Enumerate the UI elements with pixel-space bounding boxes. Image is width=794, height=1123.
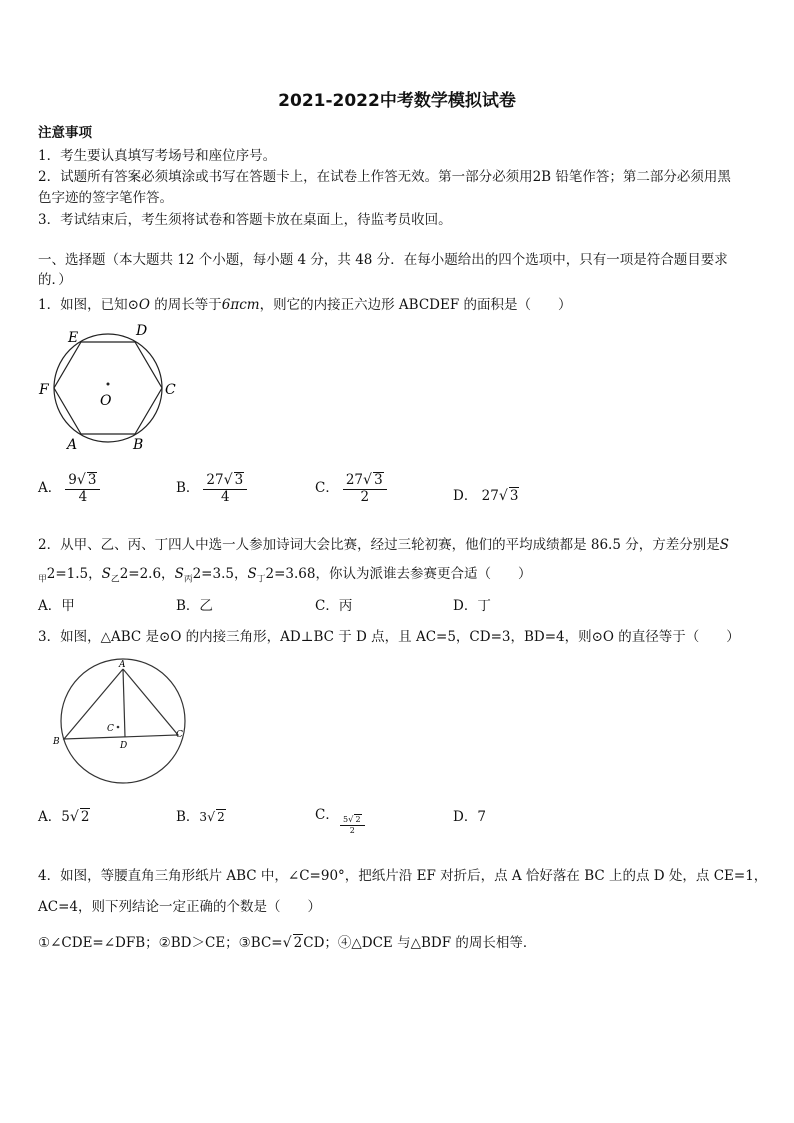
q1-option-c[interactable]: C． $\frac{27√ 3}{2}$	[315, 472, 387, 505]
label-E: E	[68, 330, 79, 346]
q3-option-b[interactable]: B．3√ 2	[176, 809, 225, 825]
label-F: F	[39, 382, 49, 398]
altitude-AD	[123, 669, 125, 737]
q1-option-b[interactable]: B． $\frac{27√ 3}{4}$	[176, 472, 247, 505]
question-2-variances: $_甲$2=1.5，$S_乙2=2.6$，$S_丙2=3.5$，$S_丁2=3.68$，你认为派谁去参赛更合适（ ）	[38, 566, 532, 585]
section-heading-cont: 的．）	[38, 272, 72, 288]
question-4-statements: ①∠CDE=∠DFB；②BD＞CE；③BC=√ 2CD；④△DCE 与△BDF 的周长相等．	[38, 935, 537, 951]
q3-option-d[interactable]: D．7	[453, 809, 486, 825]
section-heading: 一、选择题（本大题共 12 个小题，每小题 4 分，共 48 分．在每小题给出的四个选项中，只有一项是符合题目要求	[38, 252, 728, 268]
notice-item-2: 2．试题所有答案必须填涂或书写在答题卡上，在试卷上作答无效。第一部分必须用2B 铅笔作答；第二部分必须用黑	[38, 169, 731, 185]
triangle-ABC	[64, 669, 178, 739]
question-1-stem: 1．如图，已知⊙O 的周长等于6πcm，则它的内接正六边形 ABCDEF 的面积是（ ）	[38, 297, 572, 313]
label-D: D	[136, 323, 148, 339]
hexagon-figure	[38, 320, 188, 455]
label-C: C	[165, 382, 176, 398]
q3-option-a[interactable]: A．5√ 2	[38, 809, 90, 825]
notice-heading: 注意事项	[38, 125, 92, 141]
notice-item-3: 3．考试结束后，考生须将试卷和答题卡放在桌面上，待监考员收回。	[38, 212, 452, 228]
label-A: A	[119, 660, 126, 670]
label-C: C	[176, 730, 183, 740]
q2-option-b[interactable]: B．乙	[176, 598, 213, 614]
label-O: O	[100, 393, 112, 409]
q1-option-a[interactable]: A． $\frac{9√ 3}{4}$	[38, 472, 100, 505]
label-B: B	[133, 437, 144, 453]
label-B: B	[53, 737, 60, 747]
label-center-C: C	[107, 724, 114, 734]
q3-option-c-fraction: $\frac{5√ 2}{2}$	[336, 814, 365, 835]
label-D: D	[120, 741, 128, 751]
label-A: A	[67, 437, 78, 453]
circumference: 6πcm	[221, 297, 260, 313]
q3-option-c[interactable]: C．	[315, 807, 339, 823]
question-2-stem: 2．从甲、乙、丙、丁四人中选一人参加诗词大会比赛，经过三轮初赛，他们的平均成绩都是 86.5 分，方差分别是S	[38, 537, 729, 553]
hexagon	[54, 342, 162, 434]
q2-option-a[interactable]: A．甲	[38, 598, 75, 614]
q1-option-d[interactable]: D． 27√ 3	[453, 488, 519, 504]
question-4-stem-cont: AC=4，则下列结论一定正确的个数是（ ）	[38, 899, 321, 915]
circle-label: O	[138, 297, 150, 313]
question-4-stem: 4．如图，等腰直角三角形纸片 ABC 中，∠C=90°，把纸片沿 EF 对折后，点 A 恰好落在 BC 上的点 D 处，点 CE=1，	[38, 868, 768, 884]
q2-option-d[interactable]: D．丁	[453, 598, 491, 614]
center-point	[107, 383, 110, 386]
page-title: 2021-2022中考数学模拟试卷	[278, 91, 516, 111]
circumcircle	[54, 334, 162, 442]
notice-item-2-cont: 色字迹的签字笔作答。	[38, 190, 173, 206]
triangle-circle-figure	[46, 655, 196, 785]
q2-option-c[interactable]: C．丙	[315, 598, 353, 614]
question-3-stem: 3．如图，△ABC 是⊙O 的内接三角形，AD⊥BC 于 D 点，且 AC=5，CD=3，BD=4，则⊙O 的直径等于（ ）	[38, 629, 740, 645]
notice-item-1: 1．考生要认真填写考场号和座位序号。	[38, 148, 277, 164]
center-point-C	[117, 726, 120, 729]
